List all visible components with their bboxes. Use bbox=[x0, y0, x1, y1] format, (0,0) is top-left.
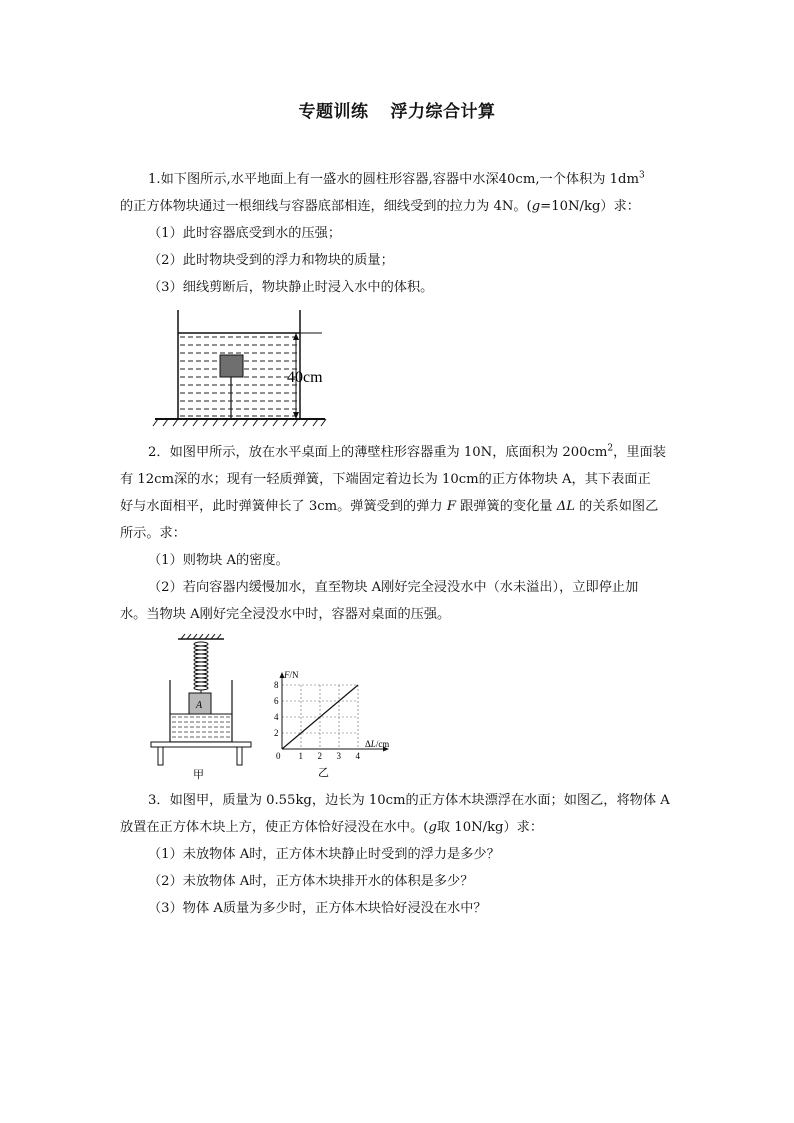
q1-line-2: 的正方体物块通过一根细线与容器底部相连，细线受到的拉力为 4N。(g=10N/kg）求： bbox=[120, 199, 640, 214]
block bbox=[220, 355, 243, 377]
q1-sub-2: （2）此时物块受到的浮力和物块的质量； bbox=[148, 253, 394, 268]
x-tick-label: 3 bbox=[336, 751, 341, 761]
y-tick-label: 4 bbox=[274, 712, 279, 722]
q2-sub-2a: （2）若向容器内缓慢加水，直至物块 A刚好完全浸没水中（水未溢出），立即停止加 bbox=[148, 580, 639, 595]
ground-hatch bbox=[153, 419, 326, 426]
q3-line-2: 放置在正方体木块上方，使正方体恰好浸没在水中。(g取 10N/kg）求： bbox=[120, 820, 544, 835]
x-tick-label: 2 bbox=[317, 751, 322, 761]
x-tick-label: 1 bbox=[298, 751, 303, 761]
q2-sub-1: （1）则物块 A的密度。 bbox=[148, 553, 289, 568]
q3-line-1: 3．如图甲，质量为 0.55kg，边长为 10cm的正方体木块漂浮在水面；如图乙，将物体 A bbox=[148, 793, 670, 808]
q2-figure-a bbox=[148, 632, 258, 782]
title-left: 专题训练 bbox=[298, 102, 369, 122]
q2-chart bbox=[262, 663, 407, 781]
q1-sub-3: （3）细线剪断后，物块静止时浸入水中的体积。 bbox=[148, 280, 434, 295]
chart-ylabel: F/N bbox=[284, 670, 299, 680]
q2-line-1: 2．如图甲所示，放在水平桌面上的薄壁柱形容器重为 10N，底面积为 $200cm^2$，里面装 bbox=[148, 443, 666, 460]
x-tick-label: 4 bbox=[355, 751, 360, 761]
q1-line-1: 1.如下图所示,水平地面上有一盛水的圆柱形容器,容器中水深40cm,一个体积为 $1dm^3$ bbox=[148, 170, 645, 187]
q3-sub-3: （3）物体 A质量为多少时，正方体木块恰好浸没在水中？ bbox=[148, 901, 487, 916]
q2-line-3: 好与水面相平，此时弹簧伸长了 3cm。弹簧受到的弹力 F 跟弹簧的变化量 ΔL 的关系如图乙 bbox=[120, 499, 659, 514]
q2-line-4: 所示。求： bbox=[120, 526, 186, 541]
fig-a-label: 甲 bbox=[193, 769, 204, 781]
block-a-label: A bbox=[196, 700, 203, 711]
fig-b-label: 乙 bbox=[318, 767, 329, 779]
spring bbox=[194, 642, 208, 693]
page-title bbox=[0, 97, 794, 122]
q3-sub-1: （1）未放物体 A时，正方体木块静止时受到的浮力是多少？ bbox=[148, 847, 500, 862]
q1-figure bbox=[150, 305, 330, 435]
x-tick-label: 0 bbox=[276, 751, 281, 761]
y-tick-label: 8 bbox=[274, 680, 279, 690]
table-top bbox=[151, 742, 251, 747]
y-tick-label: 2 bbox=[274, 728, 279, 738]
depth-label: 40cm bbox=[287, 369, 323, 386]
q2-sub-2b: 水。当物块 A刚好完全浸没水中时，容器对桌面的压强。 bbox=[120, 607, 451, 622]
q1-sub-1: （1）此时容器底受到水的压强； bbox=[148, 226, 342, 241]
y-tick-label: 6 bbox=[274, 696, 279, 706]
title-right: 浮力综合计算 bbox=[390, 102, 496, 122]
chart-xlabel: ΔL/cm bbox=[365, 739, 390, 749]
q2-line-2: 有 12cm深的水；现有一轻质弹簧，下端固定着边长为 10cm的正方体物块 A，其下表面正 bbox=[120, 472, 651, 487]
q3-sub-2: （2）未放物体 A时，正方体木块排开水的体积是多少？ bbox=[148, 874, 474, 889]
